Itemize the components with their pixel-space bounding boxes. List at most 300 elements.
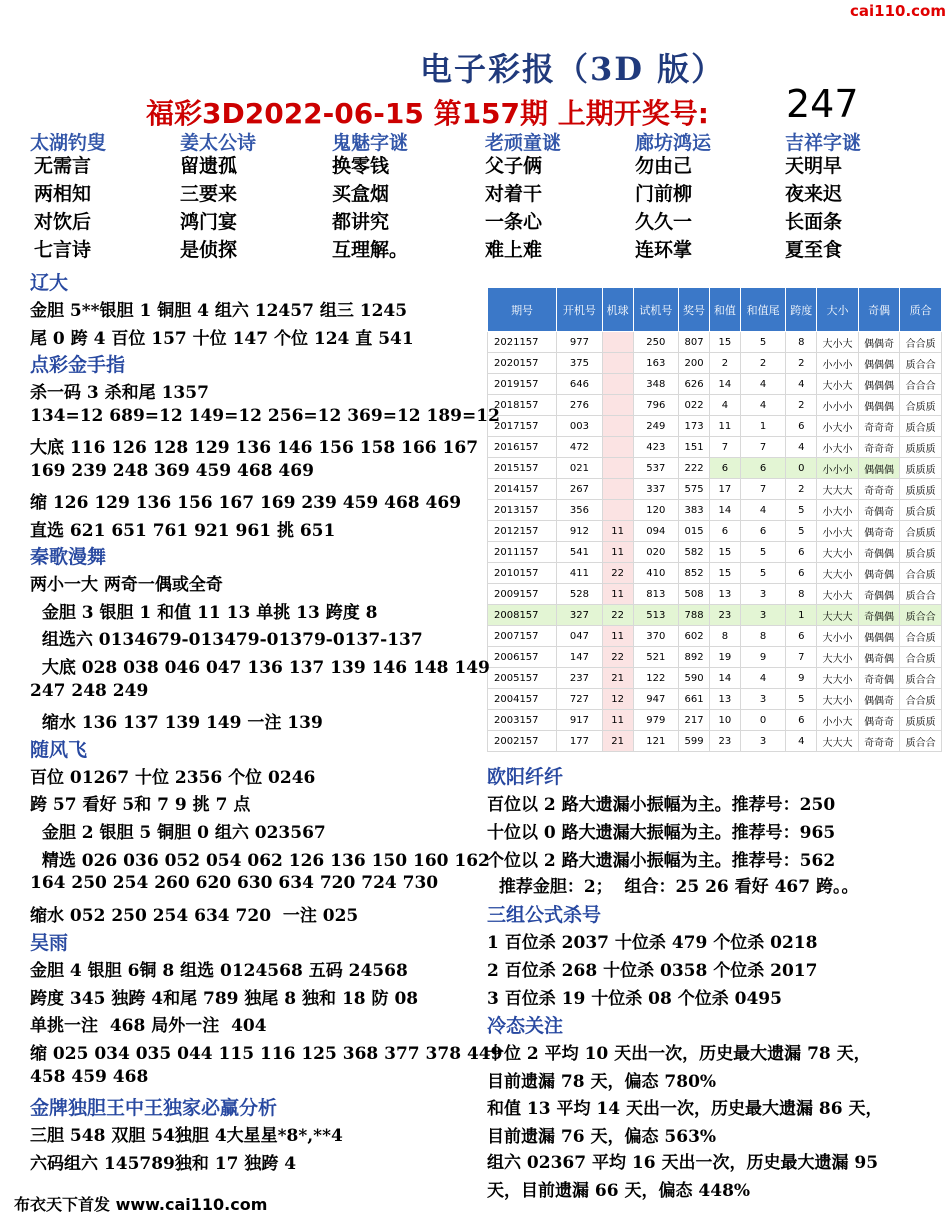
riddle-column — [635, 128, 785, 264]
table-cell: 852 — [679, 563, 710, 584]
table-cell: 5 — [786, 689, 817, 710]
table-cell — [602, 437, 633, 458]
section-line: 大底 028 038 046 047 136 137 139 146 148 149 — [30, 658, 490, 678]
table-cell: 11 — [602, 584, 633, 605]
riddle-item: 三要来 — [180, 183, 238, 205]
section-line: 金胆 5**银胆 1 铜胆 4 组六 12457 组三 1245 — [30, 301, 408, 321]
table-cell: 807 — [679, 332, 710, 353]
table-row — [488, 479, 942, 500]
table-cell: 4 — [709, 395, 740, 416]
table-cell: 977 — [557, 332, 603, 353]
table-cell: 偶偶奇 — [858, 689, 900, 710]
table-cell: 120 — [633, 500, 679, 521]
table-cell: 2004157 — [488, 689, 557, 710]
table-cell: 626 — [679, 374, 710, 395]
riddle-item: 夏至食 — [785, 239, 843, 261]
section-line: 和值 13 平均 14 天出一次，历史最大遗漏 86 天， — [487, 1099, 883, 1119]
table-cell: 9 — [740, 647, 786, 668]
table-cell: 奇奇奇 — [858, 416, 900, 437]
section-line: 164 250 254 260 620 630 634 720 724 730 — [30, 873, 439, 893]
table-row — [488, 437, 942, 458]
riddle-item: 难上难 — [485, 239, 543, 261]
table-cell: 偶奇奇 — [858, 710, 900, 731]
table-cell: 奇偶奇 — [858, 500, 900, 521]
section-title: 吴雨 — [30, 932, 69, 954]
table-header: 机球 — [602, 288, 633, 332]
riddle-column-head: 廊坊鸿运 — [635, 132, 712, 154]
table-cell: 大大小 — [817, 542, 859, 563]
table-cell: 020 — [633, 542, 679, 563]
table-cell: 237 — [557, 668, 603, 689]
table-cell: 小小大 — [817, 710, 859, 731]
table-cell: 偶奇奇 — [858, 521, 900, 542]
riddle-item: 连环掌 — [635, 239, 693, 261]
table-cell: 1 — [786, 605, 817, 626]
table-cell: 偶偶偶 — [858, 626, 900, 647]
table-cell: 奇奇奇 — [858, 479, 900, 500]
riddle-item: 对饮后 — [34, 211, 92, 233]
section-line: 十位 2 平均 10 天出一次，历史最大遗漏 78 天， — [487, 1044, 871, 1064]
table-cell: 6 — [786, 416, 817, 437]
table-cell — [602, 332, 633, 353]
page-title: 电子彩报（3D 版） — [420, 50, 726, 88]
table-cell: 267 — [557, 479, 603, 500]
section-line: 天，目前遗漏 66 天，偏态 448% — [487, 1181, 751, 1201]
riddle-column-head: 太湖钓叟 — [30, 132, 107, 154]
table-cell: 2017157 — [488, 416, 557, 437]
section-line: 杀一码 3 杀和尾 1357 — [30, 383, 209, 403]
riddle-column — [785, 128, 935, 264]
riddle-item: 换零钱 — [332, 155, 390, 177]
table-cell: 122 — [633, 668, 679, 689]
riddle-column-head: 老顽童谜 — [485, 132, 562, 154]
table-cell: 5 — [786, 500, 817, 521]
table-cell: 大大大 — [817, 479, 859, 500]
table-header: 奇偶 — [858, 288, 900, 332]
table-cell: 2013157 — [488, 500, 557, 521]
section-line: 单挑一注 468 局外一注 404 — [30, 1016, 267, 1036]
table-cell — [602, 479, 633, 500]
table-cell: 偶偶偶 — [858, 353, 900, 374]
section-line: 目前遗漏 78 天，偏态 780% — [487, 1072, 717, 1092]
table-cell: 大大大 — [817, 731, 859, 752]
table-cell: 3 — [740, 584, 786, 605]
table-cell: 411 — [557, 563, 603, 584]
table-cell: 9 — [786, 668, 817, 689]
riddle-item: 无需言 — [34, 155, 92, 177]
table-row — [488, 647, 942, 668]
section-line: 百位 01267 十位 2356 个位 0246 — [30, 768, 316, 788]
table-cell: 22 — [602, 605, 633, 626]
table-cell: 410 — [633, 563, 679, 584]
riddle-column-head: 姜太公诗 — [180, 132, 257, 154]
table-cell: 19 — [709, 647, 740, 668]
riddle-column — [30, 128, 180, 264]
section-line: 组选六 0134679-013479-01379-0137-137 — [30, 630, 423, 650]
table-cell: 质合质 — [900, 500, 942, 521]
table-cell: 偶偶偶 — [858, 395, 900, 416]
table-cell: 2011157 — [488, 542, 557, 563]
section-line: 精选 026 036 052 054 062 126 136 150 160 162 — [30, 851, 490, 871]
table-cell: 合合质 — [900, 626, 942, 647]
table-cell — [602, 395, 633, 416]
table-cell: 2008157 — [488, 605, 557, 626]
riddle-item: 对着干 — [485, 183, 543, 205]
riddle-item: 父子俩 — [485, 155, 543, 177]
table-cell: 23 — [709, 605, 740, 626]
section-line: 三胆 548 双胆 54独胆 4大星星*8*,**4 — [30, 1126, 343, 1146]
table-row — [488, 626, 942, 647]
table-cell: 528 — [557, 584, 603, 605]
section-line: 缩 025 034 035 044 115 116 125 368 377 378 449 — [30, 1044, 503, 1064]
table-cell: 599 — [679, 731, 710, 752]
table-cell: 7 — [740, 479, 786, 500]
table-cell: 375 — [557, 353, 603, 374]
section-line: 2 百位杀 268 十位杀 0358 个位杀 2017 — [487, 961, 818, 981]
table-cell: 7 — [786, 647, 817, 668]
table-cell: 602 — [679, 626, 710, 647]
table-cell: 356 — [557, 500, 603, 521]
section-line: 1 百位杀 2037 十位杀 479 个位杀 0218 — [487, 933, 818, 953]
table-cell: 2010157 — [488, 563, 557, 584]
table-cell: 偶奇偶 — [858, 563, 900, 584]
section-line: 十位以 0 路大遗漏大振幅为主。推荐号：965 — [487, 823, 836, 843]
table-cell: 121 — [633, 731, 679, 752]
table-row — [488, 731, 942, 752]
table-cell: 8 — [786, 332, 817, 353]
table-cell: 15 — [709, 542, 740, 563]
table-cell: 小大小 — [817, 500, 859, 521]
table-cell: 508 — [679, 584, 710, 605]
table-cell: 11 — [602, 710, 633, 731]
table-cell: 8 — [740, 626, 786, 647]
issue-line: 福彩3D2022-06-15 第157期 上期开奖号: — [146, 97, 709, 130]
riddle-item: 夜来迟 — [785, 183, 843, 205]
table-cell: 383 — [679, 500, 710, 521]
table-cell: 4 — [786, 731, 817, 752]
riddle-item: 一条心 — [485, 211, 543, 233]
section-line: 缩水 052 250 254 634 720 一注 025 — [30, 906, 359, 926]
table-cell: 8 — [786, 584, 817, 605]
table-cell: 5 — [786, 521, 817, 542]
table-cell: 合合质 — [900, 563, 942, 584]
table-cell: 大大小 — [817, 563, 859, 584]
table-cell: 15 — [709, 563, 740, 584]
table-cell: 奇偶偶 — [858, 605, 900, 626]
table-cell: 646 — [557, 374, 603, 395]
section-line: 直选 621 651 761 921 961 挑 651 — [30, 521, 336, 541]
riddle-item: 留遗孤 — [180, 155, 238, 177]
table-cell: 2019157 — [488, 374, 557, 395]
section-title: 金牌独胆王中王独家必赢分析 — [30, 1097, 278, 1119]
riddle-item: 买盒烟 — [332, 183, 390, 205]
table-cell: 6 — [786, 626, 817, 647]
table-cell: 2 — [786, 353, 817, 374]
riddle-item: 七言诗 — [34, 239, 92, 261]
table-cell: 质合质 — [900, 416, 942, 437]
table-header: 开机号 — [557, 288, 603, 332]
table-cell: 质合合 — [900, 668, 942, 689]
table-cell: 14 — [709, 374, 740, 395]
table-cell: 4 — [740, 668, 786, 689]
table-cell: 276 — [557, 395, 603, 416]
table-cell: 5 — [740, 542, 786, 563]
table-cell: 327 — [557, 605, 603, 626]
riddle-item: 门前柳 — [635, 183, 693, 205]
table-cell: 14 — [709, 500, 740, 521]
table-cell: 796 — [633, 395, 679, 416]
table-cell: 13 — [709, 584, 740, 605]
table-cell: 小小小 — [817, 353, 859, 374]
section-line: 金胆 4 银胆 6铜 8 组选 0124568 五码 24568 — [30, 961, 408, 981]
table-cell: 2015157 — [488, 458, 557, 479]
history-table — [487, 287, 942, 752]
table-cell: 大大小 — [817, 647, 859, 668]
table-row — [488, 605, 942, 626]
table-cell: 2 — [709, 353, 740, 374]
table-row — [488, 668, 942, 689]
section-line: 个位以 2 路大遗漏小振幅为主。推荐号：562 — [487, 851, 836, 871]
table-cell: 4 — [740, 395, 786, 416]
table-cell: 大大小 — [817, 689, 859, 710]
section-title: 三组公式杀号 — [487, 904, 602, 926]
section-line: 134=12 689=12 149=12 256=12 369=12 189=12 — [30, 406, 500, 426]
table-cell: 147 — [557, 647, 603, 668]
table-cell: 217 — [679, 710, 710, 731]
riddle-item: 两相知 — [34, 183, 92, 205]
table-cell: 250 — [633, 332, 679, 353]
table-cell: 7 — [709, 437, 740, 458]
table-cell: 5 — [740, 332, 786, 353]
site-logo: cai110.com — [850, 2, 946, 20]
table-cell — [602, 416, 633, 437]
table-header: 期号 — [488, 288, 557, 332]
table-cell: 奇偶偶 — [858, 584, 900, 605]
riddle-column — [332, 128, 482, 264]
table-cell: 4 — [740, 374, 786, 395]
riddle-column — [485, 128, 635, 264]
table-cell: 472 — [557, 437, 603, 458]
table-cell: 813 — [633, 584, 679, 605]
table-cell: 2 — [786, 479, 817, 500]
section-line: 尾 0 跨 4 百位 157 十位 147 个位 124 直 541 — [30, 329, 414, 349]
riddle-item: 久久一 — [635, 211, 693, 233]
last-number: 247 — [786, 82, 859, 126]
table-cell: 173 — [679, 416, 710, 437]
section-line: 六码组六 145789独和 17 独跨 4 — [30, 1154, 297, 1174]
table-cell: 2006157 — [488, 647, 557, 668]
table-cell: 2014157 — [488, 479, 557, 500]
riddle-column — [180, 128, 330, 264]
table-row — [488, 353, 942, 374]
section-line: 金胆 2 银胆 5 铜胆 0 组六 023567 — [30, 823, 326, 843]
table-row — [488, 374, 942, 395]
table-cell: 6 — [786, 710, 817, 731]
table-cell: 合合质 — [900, 689, 942, 710]
table-cell: 4 — [786, 374, 817, 395]
table-cell: 249 — [633, 416, 679, 437]
table-cell: 大小大 — [817, 374, 859, 395]
riddle-item: 长面条 — [785, 211, 843, 233]
table-cell: 2012157 — [488, 521, 557, 542]
table-cell: 3 — [740, 731, 786, 752]
table-cell: 6 — [740, 458, 786, 479]
table-cell: 575 — [679, 479, 710, 500]
section-line: 缩 126 129 136 156 167 169 239 459 468 469 — [30, 493, 462, 513]
table-cell: 047 — [557, 626, 603, 647]
section-line: 247 248 249 — [30, 681, 149, 701]
table-cell: 奇奇奇 — [858, 731, 900, 752]
table-cell: 348 — [633, 374, 679, 395]
table-cell: 541 — [557, 542, 603, 563]
table-cell: 2003157 — [488, 710, 557, 731]
table-cell: 582 — [679, 542, 710, 563]
table-cell: 质合合 — [900, 584, 942, 605]
table-cell: 7 — [740, 437, 786, 458]
table-cell — [602, 458, 633, 479]
table-cell: 151 — [679, 437, 710, 458]
table-cell: 大小大 — [817, 332, 859, 353]
table-cell: 163 — [633, 353, 679, 374]
table-cell: 2018157 — [488, 395, 557, 416]
riddle-item: 是侦探 — [180, 239, 238, 261]
table-cell: 917 — [557, 710, 603, 731]
table-cell: 质合质 — [900, 542, 942, 563]
section-line: 跨度 345 独跨 4和尾 789 独尾 8 独和 18 防 08 — [30, 989, 419, 1009]
table-cell: 11 — [602, 626, 633, 647]
table-cell: 偶偶奇 — [858, 332, 900, 353]
table-cell: 947 — [633, 689, 679, 710]
table-cell: 11 — [709, 416, 740, 437]
table-cell: 偶偶偶 — [858, 458, 900, 479]
section-line: 458 459 468 — [30, 1067, 149, 1087]
table-cell: 513 — [633, 605, 679, 626]
table-cell: 3 — [740, 605, 786, 626]
table-header: 跨度 — [786, 288, 817, 332]
table-cell: 2005157 — [488, 668, 557, 689]
table-cell — [602, 374, 633, 395]
table-cell: 合质质 — [900, 395, 942, 416]
table-header: 质合 — [900, 288, 942, 332]
table-cell: 6 — [709, 521, 740, 542]
table-cell: 4 — [740, 500, 786, 521]
table-cell: 370 — [633, 626, 679, 647]
table-cell: 奇偶偶 — [858, 542, 900, 563]
table-cell: 偶奇偶 — [858, 647, 900, 668]
table-cell: 合质质 — [900, 521, 942, 542]
table-cell: 0 — [740, 710, 786, 731]
table-cell: 大大大 — [817, 605, 859, 626]
section-title: 欧阳纤纤 — [487, 766, 564, 788]
riddle-column-head: 鬼魅字谜 — [332, 132, 409, 154]
riddle-item: 天明早 — [785, 155, 843, 177]
section-line: 3 百位杀 19 十位杀 08 个位杀 0495 — [487, 989, 782, 1009]
table-cell: 015 — [679, 521, 710, 542]
table-cell: 6 — [709, 458, 740, 479]
table-cell: 偶偶偶 — [858, 374, 900, 395]
section-line: 跨 57 看好 5和 7 9 挑 7 点 — [30, 795, 251, 815]
table-cell: 337 — [633, 479, 679, 500]
table-cell: 大大小 — [817, 668, 859, 689]
table-cell: 892 — [679, 647, 710, 668]
table-header: 奖号 — [679, 288, 710, 332]
table-cell: 590 — [679, 668, 710, 689]
table-cell: 奇奇奇 — [858, 437, 900, 458]
table-cell: 小小小 — [817, 458, 859, 479]
table-row — [488, 458, 942, 479]
section-line: 推荐金胆：2； 组合：25 26 看好 467 跨。。 — [487, 877, 859, 897]
table-cell: 14 — [709, 668, 740, 689]
footer: 布衣天下首发 www.cai110.com — [14, 1195, 268, 1214]
table-cell: 质质质 — [900, 458, 942, 479]
table-header: 和值尾 — [740, 288, 786, 332]
section-line: 169 239 248 369 459 468 469 — [30, 461, 314, 481]
table-cell: 13 — [709, 689, 740, 710]
table-cell: 23 — [709, 731, 740, 752]
table-cell: 10 — [709, 710, 740, 731]
table-cell: 2 — [786, 395, 817, 416]
table-row — [488, 563, 942, 584]
table-cell: 200 — [679, 353, 710, 374]
section-title: 秦歌漫舞 — [30, 546, 107, 568]
table-row — [488, 416, 942, 437]
table-cell: 0 — [786, 458, 817, 479]
table-cell: 11 — [602, 521, 633, 542]
table-cell: 6 — [786, 563, 817, 584]
table-cell: 质质质 — [900, 479, 942, 500]
table-cell: 2 — [740, 353, 786, 374]
table-cell: 5 — [740, 563, 786, 584]
table-cell — [602, 500, 633, 521]
table-cell: 6 — [786, 542, 817, 563]
table-header: 和值 — [709, 288, 740, 332]
riddle-item: 互理解。 — [332, 239, 409, 261]
section-title: 随风飞 — [30, 739, 88, 761]
table-cell: 合合合 — [900, 374, 942, 395]
table-row — [488, 521, 942, 542]
section-line: 金胆 3 银胆 1 和值 11 13 单挑 13 跨度 8 — [30, 603, 378, 623]
table-cell: 021 — [557, 458, 603, 479]
table-cell: 2002157 — [488, 731, 557, 752]
riddle-column-head: 吉祥字谜 — [785, 132, 862, 154]
table-cell: 979 — [633, 710, 679, 731]
table-cell: 022 — [679, 395, 710, 416]
riddle-item: 鸿门宴 — [180, 211, 238, 233]
table-cell: 2016157 — [488, 437, 557, 458]
table-cell: 12 — [602, 689, 633, 710]
table-cell: 094 — [633, 521, 679, 542]
table-cell: 2009157 — [488, 584, 557, 605]
table-cell: 1 — [740, 416, 786, 437]
section-line: 缩水 136 137 139 149 一注 139 — [30, 713, 323, 733]
table-cell: 15 — [709, 332, 740, 353]
table-row — [488, 710, 942, 731]
table-cell: 22 — [602, 647, 633, 668]
table-cell: 合合质 — [900, 332, 942, 353]
table-cell: 8 — [709, 626, 740, 647]
table-cell: 2007157 — [488, 626, 557, 647]
table-cell: 质质质 — [900, 710, 942, 731]
table-header: 大小 — [817, 288, 859, 332]
table-cell: 788 — [679, 605, 710, 626]
table-cell: 912 — [557, 521, 603, 542]
table-cell: 22 — [602, 563, 633, 584]
table-cell: 2021157 — [488, 332, 557, 353]
table-header: 试机号 — [633, 288, 679, 332]
riddle-item: 勿由己 — [635, 155, 693, 177]
table-cell: 003 — [557, 416, 603, 437]
table-row — [488, 500, 942, 521]
